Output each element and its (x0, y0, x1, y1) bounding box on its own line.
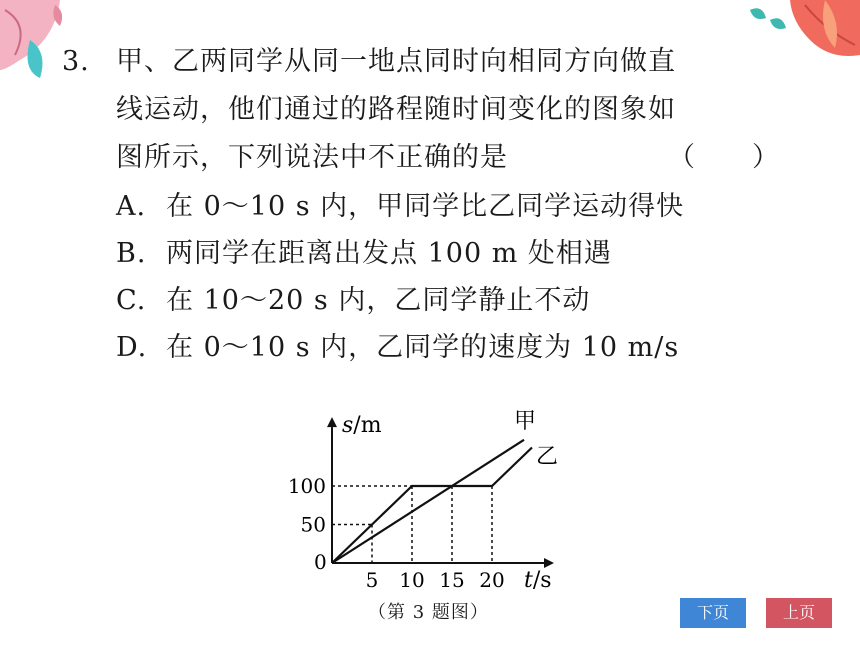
question-stem-line-1: 甲、乙两同学从同一地点同时向相同方向做直 (116, 46, 676, 77)
series-line-1 (332, 440, 524, 563)
distance-time-graph (280, 405, 570, 595)
option-d (116, 324, 679, 372)
option-a (116, 183, 684, 231)
question-stem-line-2: 线运动，他们通过的路程随时间变化的图象如 (116, 94, 676, 125)
x-axis-label: t/s (524, 568, 552, 593)
option-letter: A. (116, 191, 147, 222)
x-axis-arrow-icon (544, 558, 554, 568)
origin-label: 0 (314, 550, 327, 574)
question-number: 3. (62, 46, 90, 77)
option-text: 在 0～10 s 内，乙同学的速度为 10 m/s (166, 332, 680, 363)
option-letter: C. (116, 285, 147, 316)
option-text: 两同学在距离出发点 100 m 处相遇 (166, 238, 612, 269)
series-label-2: 乙 (536, 444, 559, 470)
series-line-2 (332, 448, 532, 564)
option-letter: D. (116, 332, 148, 363)
x-tick-label: 15 (439, 568, 465, 592)
figure-caption: （第 3 题图） (368, 602, 489, 623)
question-stem-line-3: 图所示，下列说法中不正确的是 (116, 142, 508, 173)
answer-blank: （ ） (668, 142, 780, 173)
x-tick-label: 10 (399, 568, 425, 592)
series-label-1: 甲 (514, 408, 537, 434)
y-axis-label: s/m (342, 413, 382, 439)
y-tick-label: 100 (287, 474, 326, 498)
y-axis-arrow-icon (327, 417, 337, 427)
next-page-button[interactable]: 下页 (680, 598, 746, 628)
option-text: 在 0～10 s 内，甲同学比乙同学运动得快 (166, 191, 685, 222)
option-c (116, 277, 590, 325)
option-letter: B. (116, 238, 147, 269)
x-tick-label: 20 (479, 568, 505, 592)
y-tick-label: 50 (300, 512, 326, 537)
option-text: 在 10～20 s 内，乙同学静止不动 (166, 285, 591, 316)
option-b (116, 230, 612, 278)
x-tick-label: 5 (365, 568, 379, 592)
decorative-leaves-top-right-icon (730, 0, 860, 75)
previous-page-button[interactable]: 上页 (766, 598, 832, 628)
